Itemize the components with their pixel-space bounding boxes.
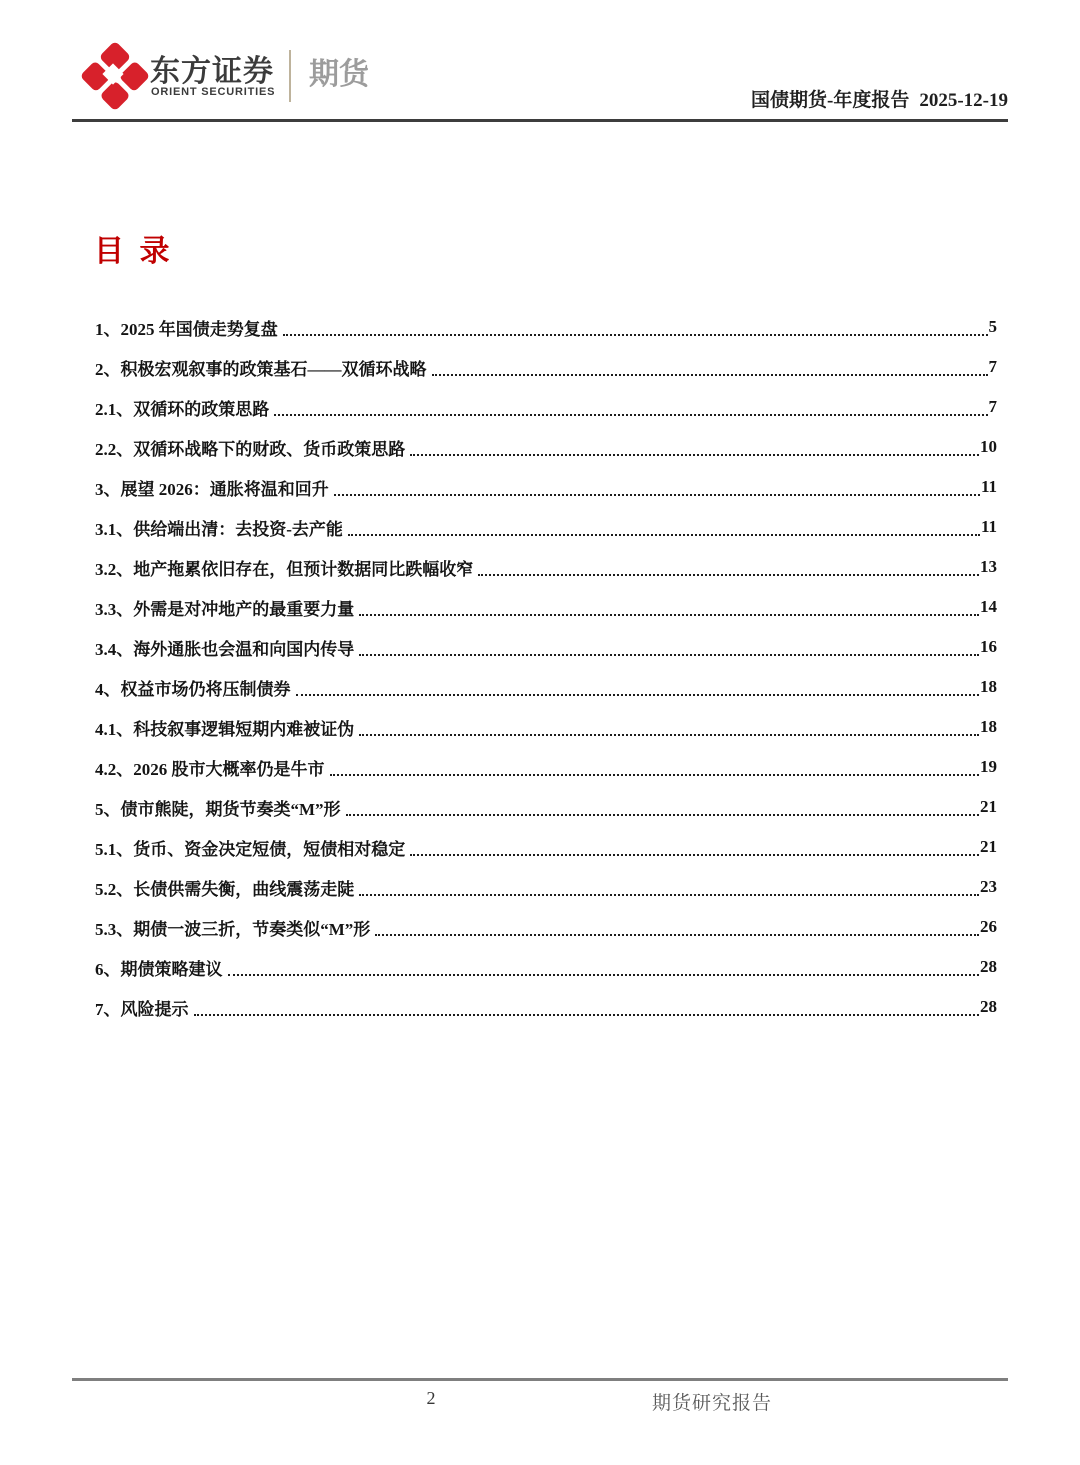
report-date: 2025-12-19 <box>919 90 1008 111</box>
toc-entry-label: 5.2、长债供需失衡，曲线震荡走陡 <box>95 879 355 899</box>
toc-dot-leader <box>410 454 979 456</box>
toc-entry <box>95 947 997 987</box>
toc-dot-leader <box>330 774 980 776</box>
toc-entry <box>95 387 997 427</box>
toc-entry-label: 4.1、科技叙事逻辑短期内难被证伪 <box>95 719 355 739</box>
toc-entry-page: 23 <box>980 877 997 896</box>
toc-dot-leader <box>283 334 988 336</box>
toc-entry <box>95 987 997 1027</box>
logo-company-name-cn: 东方证券 <box>150 55 274 88</box>
toc-entry-label: 5.1、货币、资金决定短债，短债相对稳定 <box>95 839 406 859</box>
toc-entry-page: 11 <box>980 517 997 536</box>
toc-entry <box>95 587 997 627</box>
toc-entry-page: 16 <box>980 637 997 656</box>
toc-entry-label: 7、风险提示 <box>95 999 189 1019</box>
toc-dot-leader <box>334 494 980 496</box>
toc-entry <box>95 547 997 587</box>
toc-entry-page: 26 <box>980 917 997 936</box>
toc-entry-label: 2.1、双循环的政策思路 <box>95 399 270 419</box>
toc-dot-leader <box>359 614 979 616</box>
toc-entry-label: 4.2、2026 股市大概率仍是牛市 <box>95 759 325 779</box>
toc-dot-leader <box>194 1014 980 1016</box>
toc-entry <box>95 307 997 347</box>
toc-entry-page: 10 <box>980 437 997 456</box>
footer-page-number: 2 <box>426 1388 436 1408</box>
toc-dot-leader <box>359 894 979 896</box>
toc-entry <box>95 787 997 827</box>
toc-dot-leader <box>228 974 980 976</box>
logo-divider <box>289 50 291 102</box>
toc-entry-page: 28 <box>980 957 997 976</box>
toc-entry-page: 7 <box>988 397 997 416</box>
toc-entry-page: 5 <box>988 317 997 336</box>
toc-dot-leader <box>348 534 980 536</box>
toc-dot-leader <box>359 734 979 736</box>
orient-securities-logo-icon <box>86 47 144 105</box>
footer-rule <box>72 1378 1008 1381</box>
toc-entry-label: 3.4、海外通胀也会温和向国内传导 <box>95 639 355 659</box>
toc-title: 目 录 <box>94 235 174 268</box>
toc-entry-label: 5、债市熊陡，期货节奏类“M”形 <box>95 799 341 819</box>
toc-entry-label: 5.3、期债一波三折，节奏类似“M”形 <box>95 919 371 939</box>
toc-dot-leader <box>296 694 980 696</box>
toc-dot-leader <box>346 814 979 816</box>
toc-entry-label: 6、期债策略建议 <box>95 959 223 979</box>
toc-entry-page: 21 <box>980 837 997 856</box>
toc-entry <box>95 747 997 787</box>
toc-entry <box>95 707 997 747</box>
toc-dot-leader <box>432 374 988 376</box>
toc-entry <box>95 907 997 947</box>
toc-entry-page: 19 <box>980 757 997 776</box>
toc-entry-label: 3.2、地产拖累依旧存在，但预计数据同比跌幅收窄 <box>95 559 474 579</box>
header-rule <box>72 119 1008 122</box>
toc-entry-label: 4、权益市场仍将压制债券 <box>95 679 291 699</box>
logo-company-name-en: ORIENT SECURITIES <box>151 86 276 98</box>
footer-report-series: 期货研究报告 <box>652 1393 773 1414</box>
toc-entry-page: 18 <box>980 717 997 736</box>
toc-entry <box>95 867 997 907</box>
report-header-info <box>751 85 1008 112</box>
logo-division-label: 期货 <box>309 58 369 91</box>
toc-entry-page: 14 <box>980 597 997 616</box>
toc-dot-leader <box>375 934 979 936</box>
toc-entry-label: 3.1、供给端出清：去投资-去产能 <box>95 519 343 539</box>
toc-entry <box>95 507 997 547</box>
toc-entry-label: 3、展望 2026：通胀将温和回升 <box>95 479 329 499</box>
toc-entry <box>95 467 997 507</box>
toc-entry-page: 13 <box>980 557 997 576</box>
toc-entry-page: 18 <box>980 677 997 696</box>
toc-dot-leader <box>410 854 979 856</box>
toc-entry <box>95 347 997 387</box>
toc-entry <box>95 827 997 867</box>
toc-entry <box>95 667 997 707</box>
toc-entry-page: 11 <box>980 477 997 496</box>
toc-dot-leader <box>359 654 979 656</box>
toc-entry <box>95 427 997 467</box>
toc-list <box>95 307 997 1027</box>
toc-entry <box>95 627 997 667</box>
toc-entry-label: 2.2、双循环战略下的财政、货币政策思路 <box>95 439 406 459</box>
toc-entry-page: 21 <box>980 797 997 816</box>
toc-entry-page: 28 <box>980 997 997 1016</box>
toc-dot-leader <box>478 574 979 576</box>
toc-entry-label: 3.3、外需是对冲地产的最重要力量 <box>95 599 355 619</box>
toc-entry-label: 2、积极宏观叙事的政策基石——双循环战略 <box>95 359 427 379</box>
toc-entry-label: 1、2025 年国债走势复盘 <box>95 319 278 339</box>
toc-dot-leader <box>274 414 987 416</box>
report-type-label: 国债期货-年度报告 <box>751 90 910 111</box>
toc-entry-page: 7 <box>988 357 997 376</box>
